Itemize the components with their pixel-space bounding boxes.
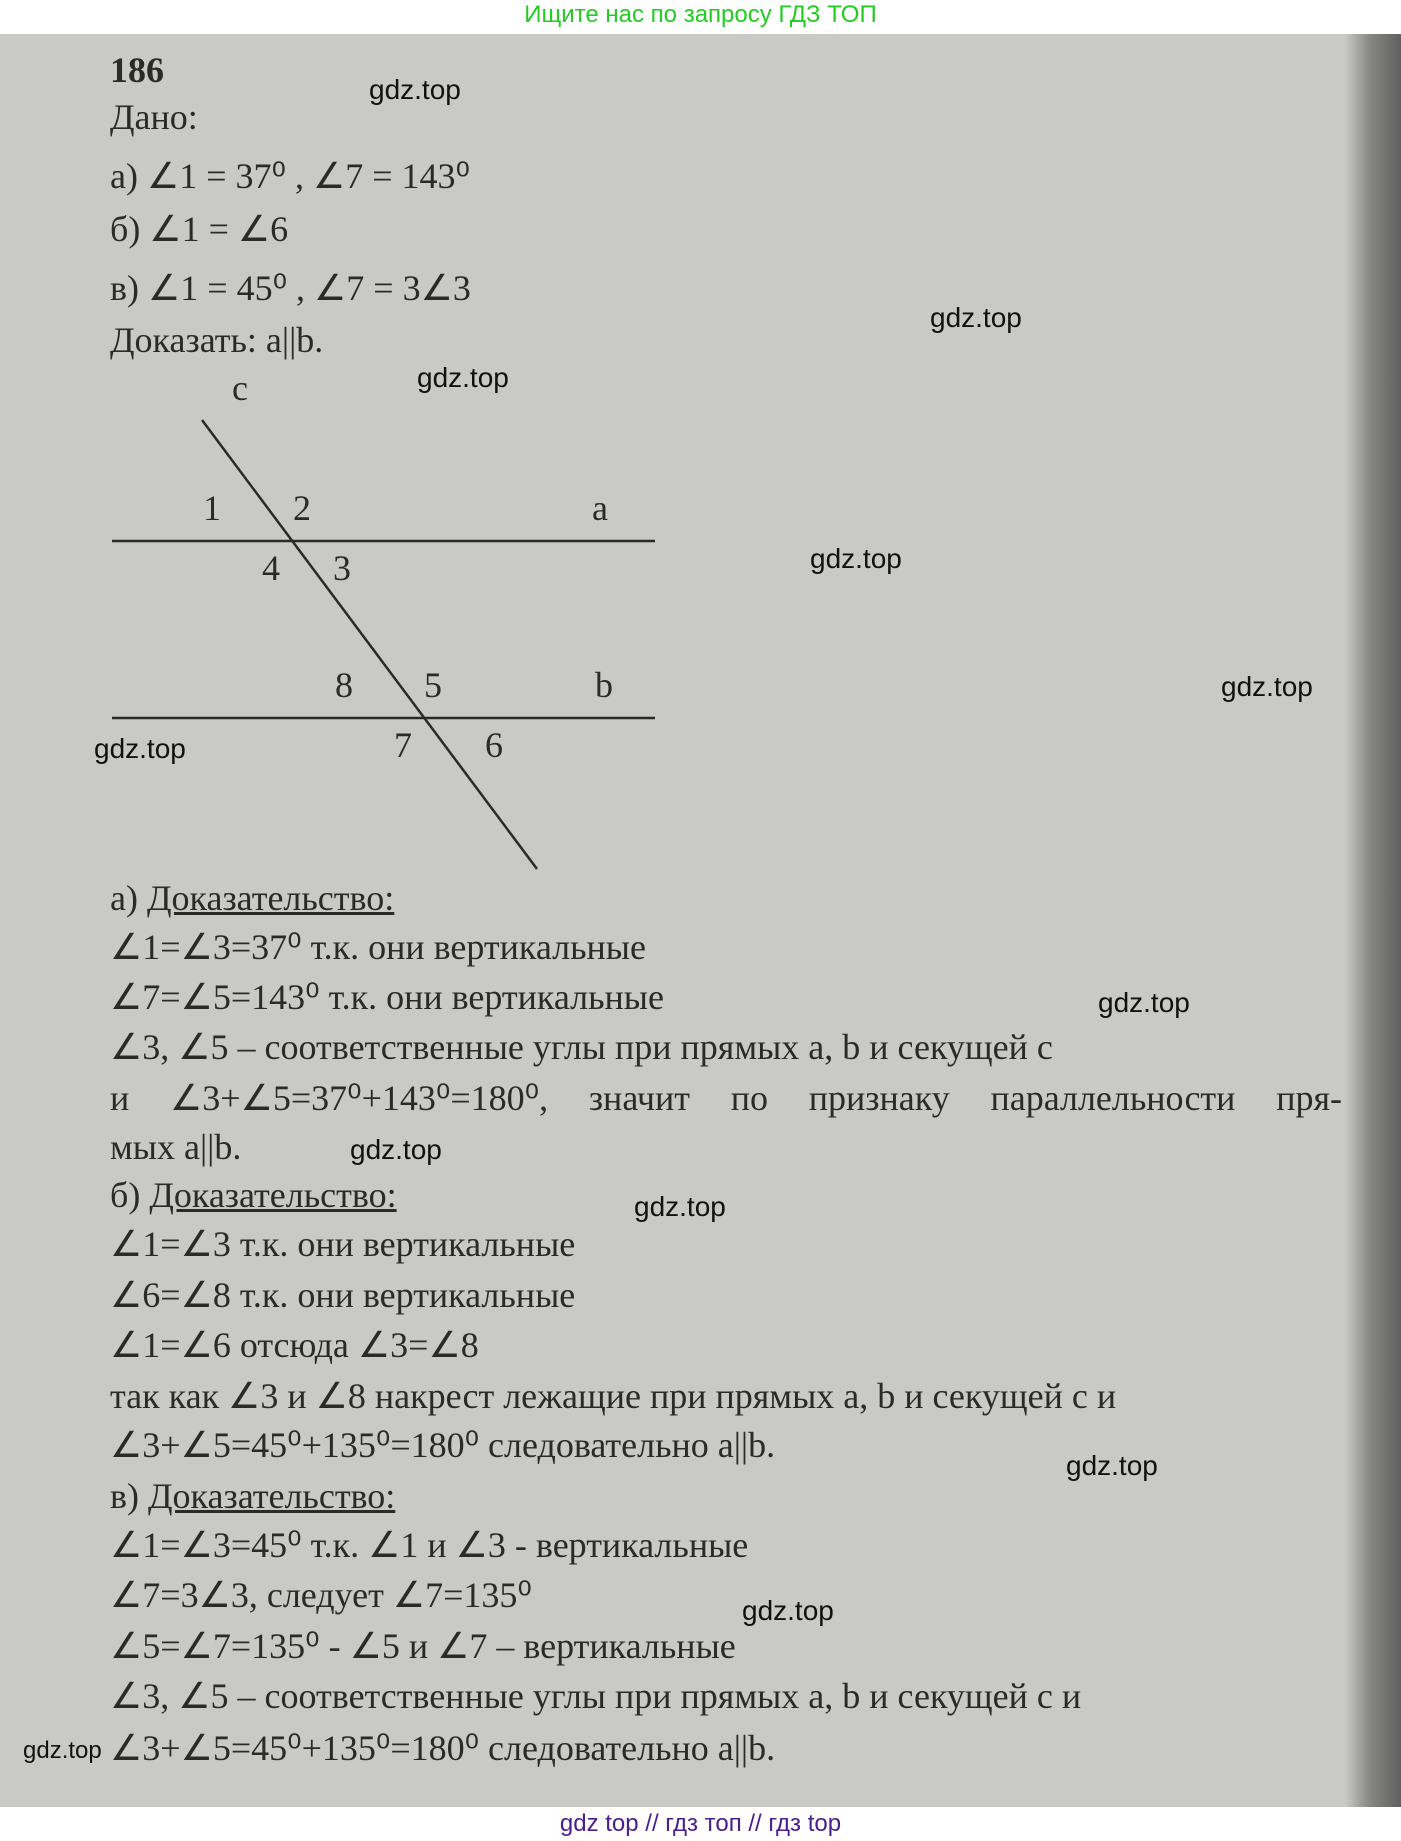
proof-line: ∠3, ∠5 – соответственные углы при прямых a, b и секущей c и	[110, 1676, 1082, 1716]
angle-label-3: 3	[333, 548, 351, 588]
watermark: gdz.top	[23, 1737, 102, 1764]
proof-line: ∠5=∠7=135⁰ - ∠5 и ∠7 – вертикальные	[110, 1626, 736, 1666]
given-label: Дано:	[110, 97, 198, 137]
watermark: gdz.top	[369, 74, 461, 105]
proof-line: ∠3+∠5=45⁰+135⁰=180⁰ следовательно a||b.	[110, 1728, 776, 1768]
watermark: gdz.top	[350, 1134, 442, 1165]
label-c: c	[232, 368, 248, 408]
proof-line: ∠1=∠3=37⁰ т.к. они вертикальные	[110, 927, 646, 967]
prove-statement: Доказать: a||b.	[110, 320, 324, 360]
proof-prefix: а)	[110, 878, 138, 918]
watermark: gdz.top	[1066, 1450, 1158, 1481]
angle-label-5: 5	[424, 665, 442, 705]
transversal-c	[202, 420, 537, 869]
given-b: б) ∠1 = ∠6	[110, 209, 289, 249]
proof-c-heading	[110, 1476, 395, 1516]
proof-line: ∠3, ∠5 – соответственные углы при прямых a, b и секущей c	[110, 1027, 1053, 1067]
top-banner[interactable]: Ищите нас по запросу ГДЗ ТОП	[524, 1, 877, 28]
proof-line: ∠1=∠3=45⁰ т.к. ∠1 и ∠3 - вертикальные	[110, 1525, 749, 1565]
angle-label-4: 4	[262, 548, 280, 588]
proof-line: и ∠3+∠5=37⁰+143⁰=180⁰, значит по признаку параллельности пря-	[110, 1078, 1342, 1118]
watermark: gdz.top	[417, 362, 509, 393]
angle-label-6: 6	[485, 725, 503, 765]
proof-line: так как ∠3 и ∠8 накрест лежащие при прямых a, b и секущей c и	[110, 1376, 1117, 1416]
angle-label-2: 2	[293, 488, 311, 528]
watermark: gdz.top	[742, 1595, 834, 1626]
proof-line: ∠7=3∠3, следует ∠7=135⁰	[110, 1575, 532, 1615]
proof-line: ∠1=∠3 т.к. они вертикальные	[110, 1224, 576, 1264]
proof-line: ∠1=∠6 отсюда ∠3=∠8	[110, 1325, 479, 1365]
proof-heading: Доказательство:	[149, 1175, 397, 1215]
angle-label-7: 7	[394, 725, 412, 765]
proof-line: мых a||b.	[110, 1127, 242, 1167]
proof-line: ∠6=∠8 т.к. они вертикальные	[110, 1275, 576, 1315]
proof-line: ∠7=∠5=143⁰ т.к. они вертикальные	[110, 977, 664, 1017]
proof-a-heading	[110, 878, 394, 918]
label-a: a	[592, 488, 608, 528]
watermark: gdz.top	[930, 302, 1022, 333]
watermark: gdz.top	[1221, 671, 1313, 702]
proof-prefix: в)	[110, 1476, 139, 1516]
watermark: gdz.top	[634, 1191, 726, 1222]
proof-heading: Доказательство:	[146, 878, 395, 918]
bottom-banner[interactable]: gdz top // гдз топ // гдз top	[559, 1810, 842, 1837]
proof-heading: Доказательство:	[148, 1476, 396, 1516]
proof-b-heading	[110, 1175, 397, 1215]
watermark: gdz.top	[810, 543, 902, 574]
label-b: b	[595, 665, 613, 705]
watermark: gdz.top	[1098, 987, 1190, 1018]
angle-label-1: 1	[203, 488, 221, 528]
proof-line: ∠3+∠5=45⁰+135⁰=180⁰ следовательно a||b.	[110, 1425, 776, 1465]
given-c: в) ∠1 = 45⁰ , ∠7 = 3∠3	[110, 268, 471, 308]
watermark: gdz.top	[94, 733, 186, 764]
given-a: а) ∠1 = 37⁰ , ∠7 = 143⁰	[110, 156, 470, 196]
task-number: 186	[110, 50, 164, 90]
angle-label-8: 8	[335, 665, 353, 705]
proof-prefix: б)	[110, 1175, 141, 1215]
